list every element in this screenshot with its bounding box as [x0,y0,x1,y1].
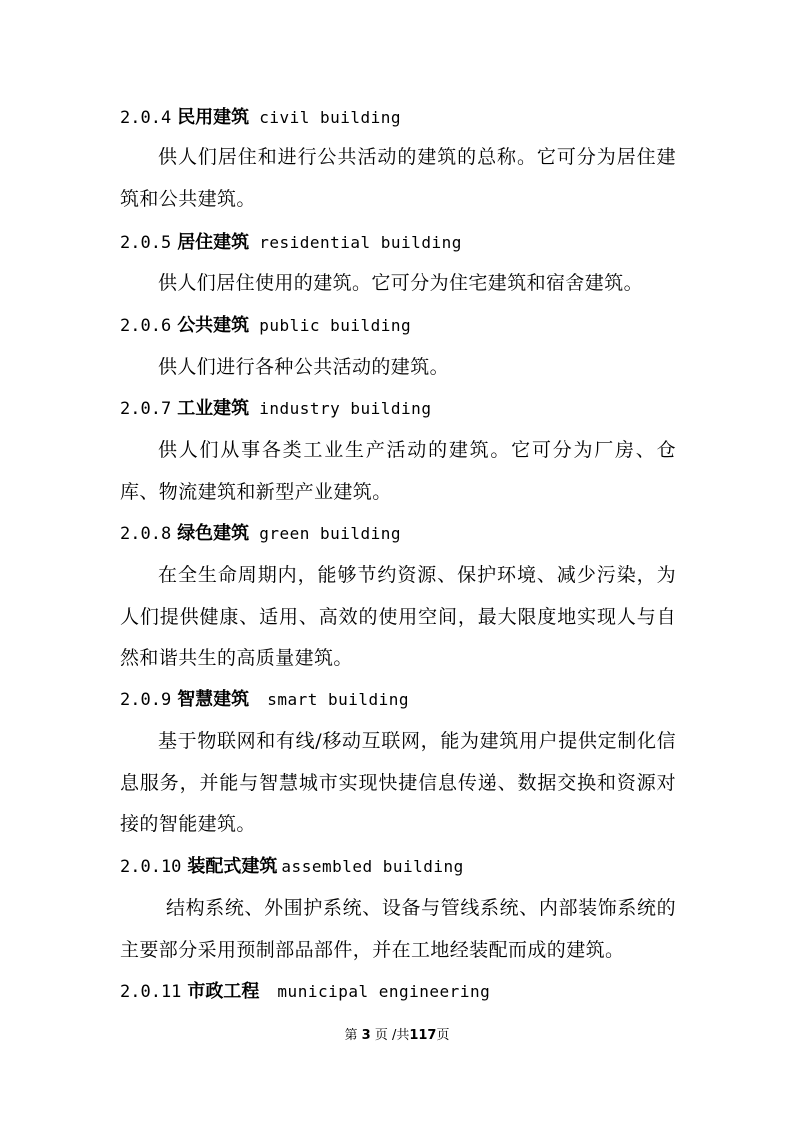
term-definition-2-0-8: 在全生命周期内，能够节约资源、保护环境、减少污染，为人们提供健康、适用、高效的使用空间，最大限度地实现人与自然和谐共生的高质量建筑。 [120,564,676,669]
term-number: 2.0.8 [120,524,172,544]
term-definition-2-0-4: 供人们居住和进行公共活动的建筑的总称。它可分为居住建筑和公共建筑。 [120,146,676,210]
term-heading-2-0-11 [120,977,490,1007]
term-definition-2-0-10: 结构系统、外围护系统、设备与管线系统、内部装饰系统的主要部分采用预制部品部件，并在工地经装配而成的建筑。 [120,897,676,961]
term-definition-2-0-7: 供人们从事各类工业生产活动的建筑。它可分为厂房、仓库、物流建筑和新型产业建筑。 [120,439,676,503]
term-number: 2.0.4 [120,108,172,128]
term-chinese: 工业建筑 [177,398,250,419]
term-chinese: 民用建筑 [177,107,250,128]
term-english: assembled building [281,857,464,876]
term-number: 2.0.7 [120,399,172,419]
footer-page-number: 3 [361,1028,371,1043]
term-heading-2-0-5 [120,228,462,258]
term-heading-2-0-9 [120,685,409,715]
term-chinese: 绿色建筑 [177,523,250,544]
footer-total-pages: 117 [409,1028,437,1043]
term-definition-2-0-6: 供人们进行各种公共活动的建筑。 [158,356,450,378]
page-footer [0,1024,794,1043]
term-heading-2-0-7 [120,394,431,424]
term-number: 2.0.11 [120,982,182,1002]
term-heading-2-0-8 [120,519,401,549]
term-chinese: 智慧建筑 [177,689,250,710]
term-number: 2.0.10 [120,857,182,877]
term-chinese: 居住建筑 [177,232,250,253]
term-definition-2-0-9: 基于物联网和有线/移动互联网，能为建筑用户提供定制化信息服务，并能与智慧城市实现快捷信息传递、数据交换和资源对接的智能建筑。 [120,730,676,835]
footer-middle: 页 /共 [374,1028,410,1043]
term-number: 2.0.6 [120,316,172,336]
term-chinese: 装配式建筑 [187,856,278,877]
term-english: municipal engineering [277,982,491,1001]
term-heading-2-0-6 [120,311,411,341]
term-number: 2.0.9 [120,690,172,710]
term-english: residential building [259,233,462,252]
term-english: industry building [259,399,432,418]
term-definition-2-0-5: 供人们居住使用的建筑。它可分为住宅建筑和宿舍建筑。 [158,272,644,294]
term-english: civil building [259,108,402,127]
term-number: 2.0.5 [120,233,172,253]
term-chinese: 公共建筑 [177,315,250,336]
term-english: smart building [267,690,410,709]
footer-suffix: 页 [436,1028,450,1043]
term-english: green building [259,524,402,543]
term-chinese: 市政工程 [187,981,260,1002]
term-english: public building [259,316,412,335]
term-heading-2-0-10 [120,852,464,882]
term-heading-2-0-4 [120,103,401,133]
footer-prefix: 第 [344,1028,358,1043]
